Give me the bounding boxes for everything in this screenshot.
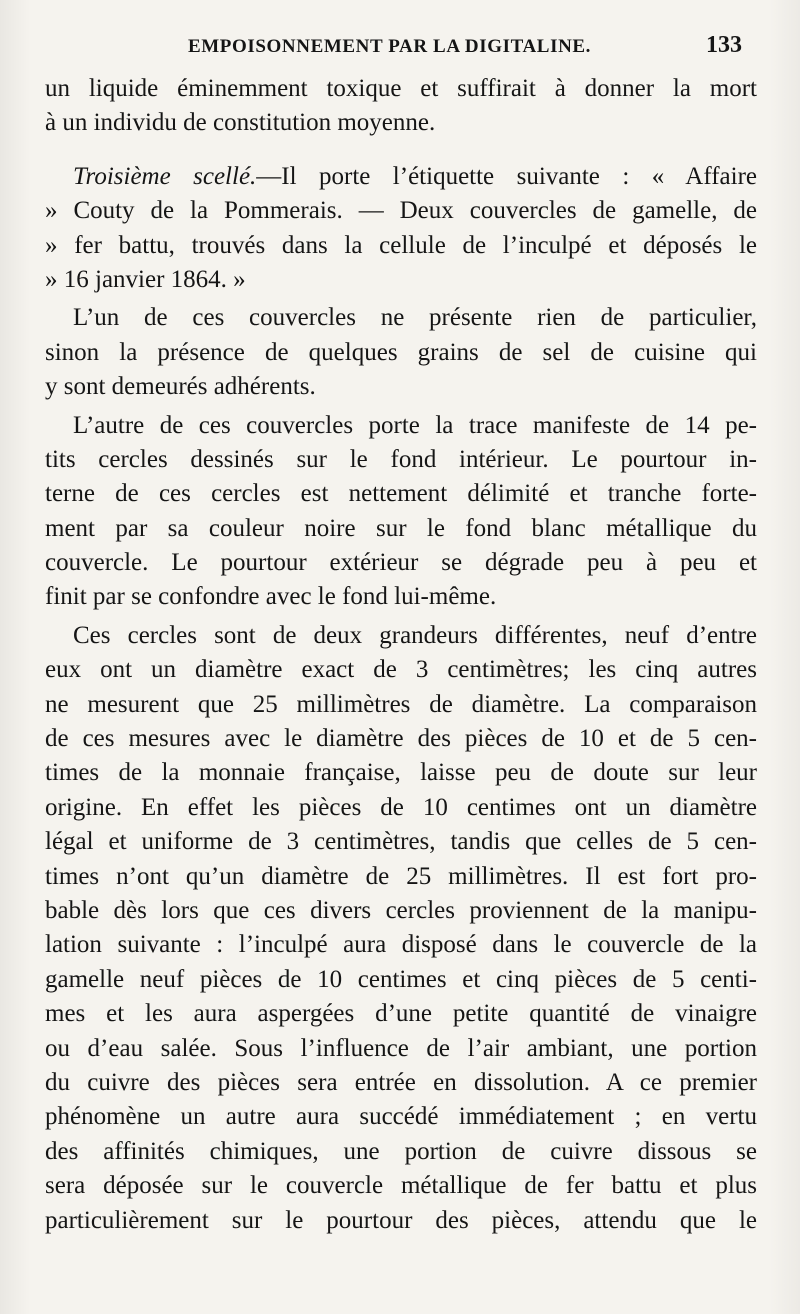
text-line: mes et les aura aspergées d’une petite quantité de vinaigre [45, 1000, 757, 1028]
text-line: tits cercles dessinés sur le fond intérieur. Le pourtour in- [45, 445, 757, 473]
text-line: bable dès lors que ces divers cercles proviennent de la manipu- [45, 896, 757, 924]
text-line: times n’ont qu’un diamètre de 25 millimètres. Il est fort pro- [45, 862, 757, 890]
page-number: 133 [706, 32, 742, 58]
italic-lead: Troisième scellé. [73, 162, 257, 190]
text-line: gamelle neuf pièces de 10 centimes et cinq pièces de 5 centi- [45, 965, 757, 993]
text-span: —Il porte l’étiquette suivante : « Affaire [256, 162, 757, 190]
text-line: » Couty de la Pommerais. — Deux couvercles de gamelle, de [45, 197, 757, 225]
text-line: L’autre de ces couvercles porte la trace manifeste de 14 pe- [73, 411, 757, 439]
text-line: de ces mesures avec le diamètre des pièces de 10 et de 5 cen- [45, 725, 757, 753]
paragraph-gap [45, 141, 757, 160]
text-line: y sont demeurés adhérents. [45, 373, 316, 401]
text-line: couvercle. Le pourtour extérieur se dégrade peu à peu et [45, 549, 757, 577]
text-line: » fer battu, trouvés dans la cellule de l’inculpé et déposés le [45, 231, 757, 259]
text-line: sinon la présence de quelques grains de sel de cuisine qui [45, 338, 757, 366]
text-line: eux ont un diamètre exact de 3 centimètres; les cinq autres [45, 656, 757, 684]
text-line: lation suivante : l’inculpé aura disposé dans le couvercle de la [45, 931, 757, 959]
text-line: finit par se confondre avec le fond lui-même. [45, 583, 497, 611]
text-line: times de la monnaie française, laisse peu de doute sur leur [45, 759, 757, 787]
text-line: » 16 janvier 1864. » [45, 265, 246, 293]
text-line: origine. En effet les pièces de 10 centimes ont un diamètre [45, 793, 757, 821]
text-line: à un individu de constitution moyenne. [45, 109, 436, 137]
text-line: des affinités chimiques, une portion de cuivre dissous se [45, 1137, 757, 1165]
running-title: EMPOISONNEMENT PAR LA DIGITALINE. [188, 36, 592, 57]
text-line: ou d’eau salée. Sous l’influence de l’air ambiant, une portion [45, 1034, 757, 1062]
text-line: Ces cercles sont de deux grandeurs différentes, neuf d’entre [73, 621, 757, 649]
text-line: légal et uniforme de 3 centimètres, tandis que celles de 5 cen- [45, 828, 757, 856]
paragraph-3 [45, 301, 757, 404]
page-header [40, 32, 742, 66]
paragraph-2 [45, 160, 757, 298]
text-line: un liquide éminemment toxique et suffirait à donner la mort [45, 75, 757, 102]
paragraph-1 [45, 72, 757, 141]
paragraph-4 [45, 409, 757, 615]
text-line: particulièrement sur le pourtour des pièces, attendu que le [45, 1206, 757, 1234]
text-line: phénomène un autre aura succédé immédiatement ; en vertu [45, 1103, 757, 1131]
body-text [45, 72, 757, 1238]
text-line [45, 160, 757, 194]
text-line: sera déposée sur le couvercle métallique de fer battu et plus [45, 1172, 757, 1200]
text-line: ment par sa couleur noire sur le fond blanc métallique du [45, 514, 757, 542]
text-line: L’un de ces couvercles ne présente rien de particulier, [73, 304, 757, 332]
text-line: du cuivre des pièces sera entrée en dissolution. A ce premier [45, 1068, 757, 1096]
text-line: ne mesurent que 25 millimètres de diamètre. La comparaison [45, 690, 757, 718]
text-line: terne de ces cercles est nettement délimité et tranche forte- [45, 480, 757, 508]
paragraph-5 [45, 619, 757, 1238]
